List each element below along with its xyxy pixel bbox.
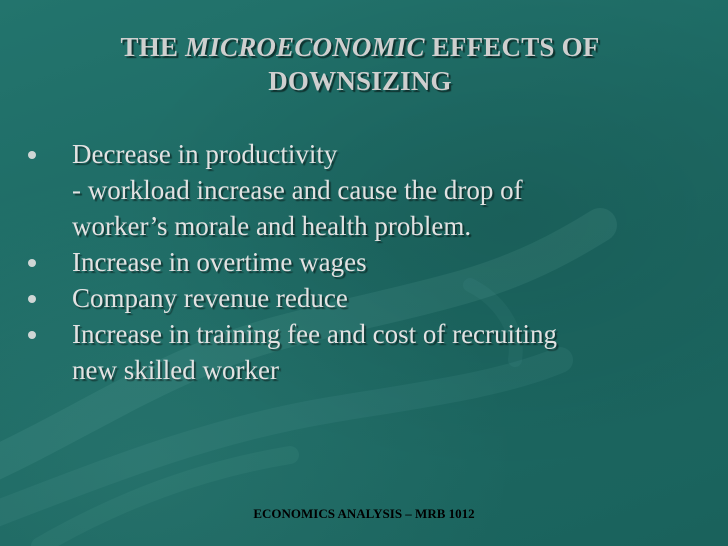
- bullet-icon: [28, 151, 36, 159]
- bullet-icon: [28, 259, 36, 267]
- slide-title-line2: DOWNSIZING: [268, 66, 452, 96]
- bullet-icon: [28, 295, 36, 303]
- bullet-list: [28, 136, 708, 388]
- bullet-continuation: new skilled worker: [72, 355, 279, 385]
- bullet-subtext: - workload increase and cause the drop of: [72, 175, 523, 205]
- bullet-text: Company revenue reduce: [72, 283, 348, 313]
- bullet-text: Increase in training fee and cost of recruiting: [72, 319, 558, 349]
- slide-title: [40, 30, 680, 98]
- bullet-item: [28, 316, 708, 352]
- title-suffix: EFFECTS OF: [431, 32, 600, 62]
- bullet-subtext: worker’s morale and health problem.: [72, 211, 472, 241]
- title-prefix: THE: [120, 32, 179, 62]
- bullet-item: [28, 280, 708, 316]
- bullet-item: [28, 136, 708, 172]
- bullet-item: [28, 244, 708, 280]
- bullet-text: Increase in overtime wages: [72, 247, 367, 277]
- bullet-icon: [28, 331, 36, 339]
- slide-title-line1: [40, 30, 680, 64]
- slide-footer: ECONOMICS ANALYSIS – MRB 1012: [253, 506, 475, 521]
- title-italic: MICROECONOMIC: [185, 32, 425, 62]
- bullet-text: Decrease in productivity: [72, 139, 338, 169]
